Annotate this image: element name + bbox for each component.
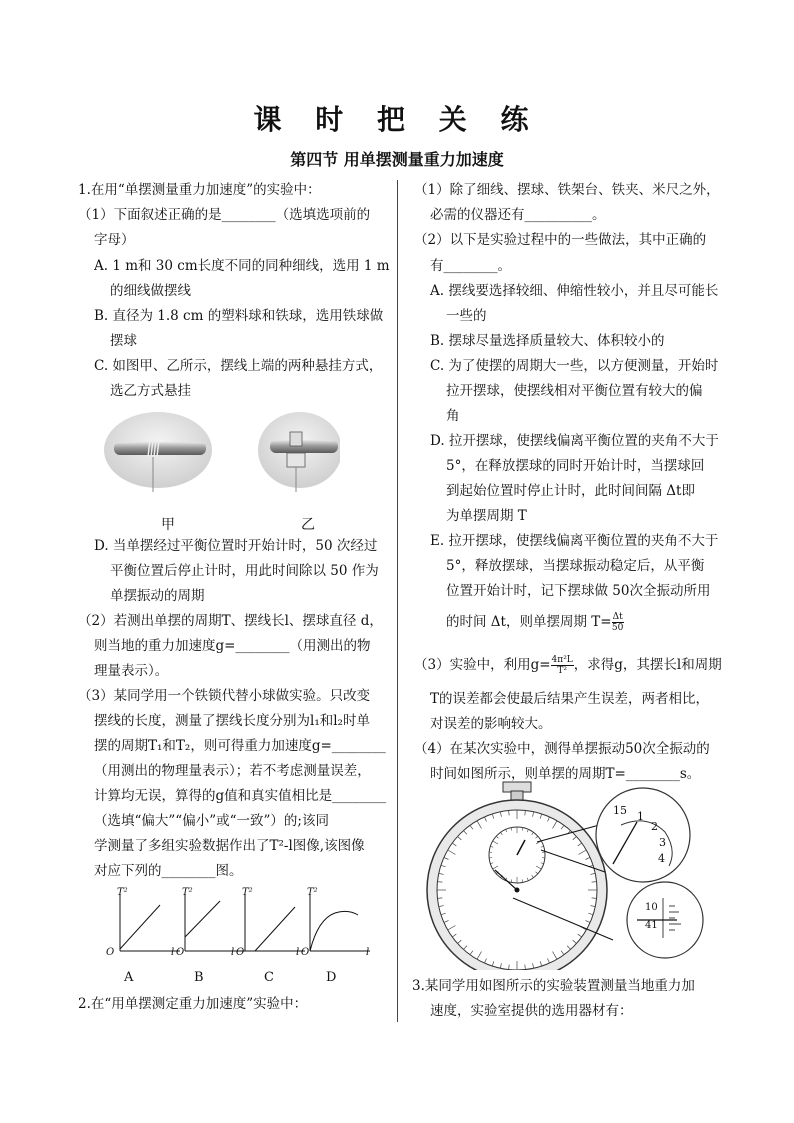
period-fraction-numerator: Δt: [612, 612, 623, 622]
q2-option-a-cont: 一些的: [446, 308, 487, 324]
dial-number-3: 3: [659, 836, 666, 849]
graph-b-x-label: l: [171, 947, 175, 958]
q2-part3-text-tail: ，求得g，其摆长l和周期: [573, 657, 722, 673]
q2-option-c-cont2: 角: [446, 408, 460, 424]
graph-option-c: C: [264, 970, 274, 985]
magnified-minute-dial: [596, 788, 690, 882]
q2-part3: [414, 655, 722, 676]
q2-option-b: B. 摆球尽量选择质量较大、体积较小的: [430, 333, 665, 349]
graph-d-origin: O: [301, 947, 310, 958]
q1-part3-cont7: 对应下列的________图。: [94, 863, 243, 879]
graph-d-x-label: l: [296, 947, 300, 958]
q1-part2: （2）若测出单摆的周期T、摆线长l、摆球直径 d，: [78, 613, 383, 629]
q3-stem: 3.某同学用如图所示的实验装置测量当地重力加: [412, 978, 695, 994]
q2-part2: （2）以下是实验过程中的一些做法，其中正确的: [414, 232, 707, 248]
dial-number-1: 1: [637, 810, 644, 823]
gravity-fraction-denominator: T²: [557, 666, 567, 676]
q1-option-c: C. 如图甲、乙所示，摆线上端的两种悬挂方式，: [94, 358, 383, 374]
q2-option-e-cont3: [446, 612, 624, 633]
graph-d-end-x-label: l: [366, 947, 370, 958]
figure-yi-rod: [270, 440, 338, 453]
q1-part3-cont1: 摆线的长度，测量了摆线长度分别为l₁和l₂时单: [94, 713, 370, 729]
graph-c-x-label: l: [231, 947, 235, 958]
graph-a-curve: [120, 905, 160, 949]
q2-part4-cont: 时间如图所示，则单摆的周期T=________s。: [430, 766, 701, 782]
graph-c-curve: [255, 907, 295, 951]
q1-option-d: D. 当单摆经过平衡位置时开始计时，50 次经过: [94, 538, 378, 554]
graph-a-origin: O: [106, 947, 115, 958]
q2-option-a: A. 摆线要选择较细、伸缩性较小，并且尽可能长: [430, 283, 719, 299]
graph-b-y-label: T²: [182, 887, 193, 898]
q1-option-a-cont: 的细线做摆线: [110, 283, 191, 299]
q2-option-e-text: 的时间 Δt，则单摆周期 T=: [446, 614, 612, 630]
graph-option-b: B: [194, 970, 204, 985]
q1-option-b-cont: 摆球: [110, 333, 137, 349]
q1-part3: （3）某同学用一个铁锁代替小球做实验。只改变: [78, 688, 371, 704]
q2-part2-cont: 有________。: [430, 258, 511, 274]
q1-part1-cont: 字母）: [94, 232, 135, 248]
q1-part3-cont4: 计算均无误，算得的g值和真实值相比是________: [94, 788, 387, 804]
q1-option-d-cont1: 平衡位置后停止计时，用此时间除以 50 作为: [110, 563, 379, 579]
q1-part2-cont1: 则当地的重力加速度g=________（用测出的物: [94, 638, 371, 654]
gravity-fraction-numerator: 4π²L: [551, 655, 573, 665]
stopwatch-stem: [511, 791, 523, 800]
dial-number-4: 4: [658, 852, 665, 865]
figure-yi-clip: [287, 453, 305, 467]
q2-option-d: D. 拉开摆球，使摆线偏离平衡位置的夹角不大于: [430, 433, 719, 449]
dial-number-41: 41: [645, 920, 658, 931]
q2-option-d-cont3: 为单摆周期 T: [446, 508, 527, 524]
q1-option-d-cont2: 单摆振动的周期: [110, 588, 205, 604]
q1-part2-cont2: 理量表示）。: [94, 663, 169, 679]
dial-number-15: 15: [613, 804, 627, 817]
q1-stem: 1.在用“单摆测量重力加速度”的实验中：: [78, 182, 321, 198]
q2-option-e-cont1: 5°，释放摆球，当摆球振动稳定后，从平衡: [446, 558, 705, 574]
suspension-figures: [100, 410, 340, 515]
q1-part3-cont5: （选填“偏大”“偏小”或“一致”）的;该同: [94, 813, 329, 829]
q2-part4: （4）在某次实验中，测得单摆振动50次全振动的: [414, 741, 710, 757]
graph-d-y-label: T²: [307, 887, 318, 898]
q2-part3-cont2: 对误差的影响较大。: [430, 716, 552, 732]
page-title: 课 时 把 关 练: [253, 103, 541, 136]
q3-stem-cont: 速度，实验室提供的选用器材有：: [430, 1003, 633, 1019]
q1-part3-cont6: 学测量了多组实验数据作出了T²-l图像,该图像: [94, 838, 365, 854]
q1-option-b: B. 直径为 1.8 cm 的塑料球和铁球，选用铁球做: [94, 308, 384, 324]
graph-option-a: A: [124, 970, 134, 985]
q2-option-e-cont2: 位置开始计时，记下摆球做 50次全振动所用: [446, 583, 711, 599]
stopwatch-pivot: [515, 888, 520, 893]
q2-option-c: C. 为了使摆的周期大一些，以方便测量，开始时: [430, 358, 719, 374]
section-subtitle: 第四节 用单摆测量重力加速度: [290, 150, 504, 169]
graph-b-curve: [185, 901, 220, 937]
q1-option-c-cont: 选乙方式悬挂: [110, 383, 191, 399]
q2-option-d-cont2: 到起始位置时停止计时，此时间间隔 Δt即: [446, 483, 695, 499]
q1-part1: （1）下面叙述正确的是________（选填选项前的: [78, 207, 371, 223]
graph-b-origin: O: [176, 947, 185, 958]
figure-caption-yi: 乙: [301, 517, 315, 533]
figure-yi-clip-top: [290, 432, 302, 446]
q1-option-a: A. 1 m和 30 cm长度不同的同种细线，选用 1 m: [94, 258, 390, 274]
dial-number-2: 2: [651, 820, 658, 833]
q2-stem: 2.在“用单摆测定重力加速度”实验中：: [78, 996, 308, 1012]
t2-l-graphs: [100, 885, 385, 965]
q1-part3-cont2: 摆的周期T₁和T₂，则可得重力加速度g=________: [94, 738, 386, 754]
q2-part3-cont1: T的误差都会使最后结果产生误差，两者相比，: [430, 691, 710, 707]
q2-option-c-cont1: 拉开摆球，使摆线相对平衡位置有较大的偏: [446, 383, 703, 399]
q2-option-e: E. 拉开摆球，使摆线偏离平衡位置的夹角不大于: [430, 533, 719, 549]
graph-c-y-label: T²: [242, 887, 253, 898]
q2-part3-text: （3）实验中，利用g=: [414, 657, 551, 673]
q2-option-d-cont1: 5°，在释放摆球的同时开始计时，当摆球回: [446, 458, 705, 474]
q2-part1: （1）除了细线、摆球、铁架台、铁夹、米尺之外，: [414, 182, 720, 198]
graph-c-origin: O: [236, 947, 245, 958]
graph-d-curve: [310, 911, 358, 951]
graph-a-y-label: T²: [117, 887, 128, 898]
q1-part3-cont3: （用测出的物理量表示）；若不考虑测量误差，: [94, 763, 371, 779]
graph-option-d: D: [326, 970, 337, 985]
column-divider: [397, 180, 398, 1022]
gravity-fraction: [551, 655, 574, 676]
stopwatch-figure: [425, 780, 725, 970]
period-fraction-denominator: 50: [611, 623, 624, 633]
dial-number-10: 10: [645, 902, 658, 913]
figure-caption-jia: 甲: [161, 517, 175, 533]
period-fraction: [612, 612, 624, 633]
q2-part1-cont: 必需的仪器还有__________。: [430, 207, 606, 223]
figure-jia-rod: [114, 442, 206, 455]
